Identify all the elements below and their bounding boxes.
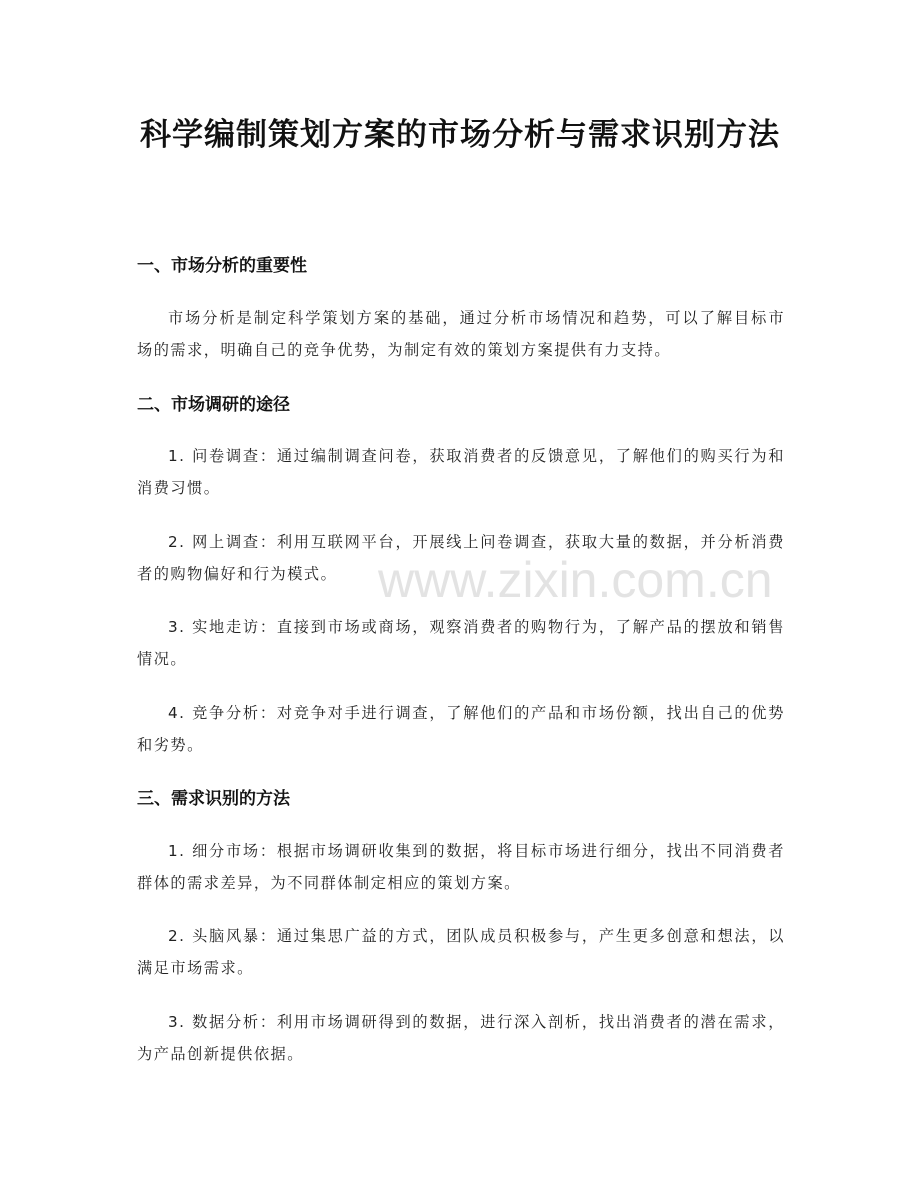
list-item-brainstorming: 2. 头脑风暴：通过集思广益的方式，团队成员积极参与，产生更多创意和想法，以满足市场需求。	[137, 927, 785, 977]
paragraph-importance: 市场分析是制定科学策划方案的基础，通过分析市场情况和趋势，可以了解目标市场的需求，明确自己的竞争优势，为制定有效的策划方案提供有力支持。	[137, 309, 785, 359]
section-heading-research-methods: 二、市场调研的途径	[137, 395, 290, 415]
list-item-market-segmentation: 1. 细分市场：根据市场调研收集到的数据，将目标市场进行细分，找出不同消费者群体的需求差异，为不同群体制定相应的策划方案。	[137, 842, 785, 892]
list-item-field-visit: 3. 实地走访：直接到市场或商场，观察消费者的购物行为，了解产品的摆放和销售情况。	[137, 618, 785, 668]
watermark: www.zixin.com.cn	[378, 552, 773, 608]
section-heading-demand-identification: 三、需求识别的方法	[137, 789, 290, 809]
list-item-competition-analysis: 4. 竞争分析：对竞争对手进行调查，了解他们的产品和市场份额，找出自己的优势和劣势。	[137, 704, 785, 754]
list-item-online-survey: 2. 网上调查：利用互联网平台，开展线上问卷调查，获取大量的数据，并分析消费者的购物偏好和行为模式。	[137, 533, 785, 583]
document-title: 科学编制策划方案的市场分析与需求识别方法	[140, 117, 780, 153]
section-heading-importance: 一、市场分析的重要性	[137, 256, 307, 276]
list-item-questionnaire: 1. 问卷调查：通过编制调查问卷，获取消费者的反馈意见，了解他们的购买行为和消费习惯。	[137, 447, 785, 497]
list-item-data-analysis: 3. 数据分析：利用市场调研得到的数据，进行深入剖析，找出消费者的潜在需求，为产品创新提供依据。	[137, 1013, 785, 1063]
